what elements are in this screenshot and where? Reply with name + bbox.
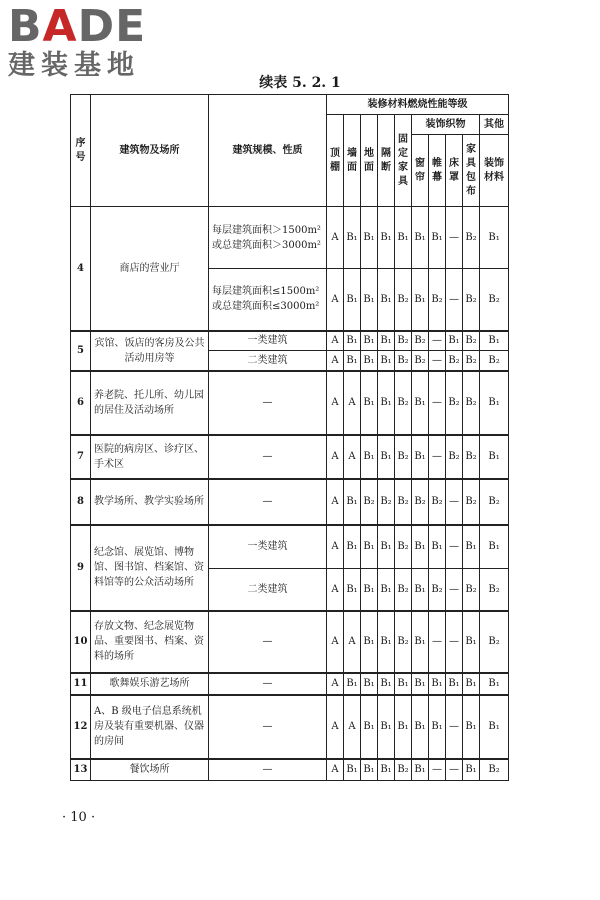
grade-cell: A <box>327 525 344 569</box>
grade-cell: — <box>446 611 463 673</box>
grade-cell: A <box>327 207 344 269</box>
grade-cell: B₂ <box>463 331 480 351</box>
grade-cell: B₂ <box>446 351 463 371</box>
grade-cell: B₁ <box>361 371 378 435</box>
grade-cell: B₂ <box>480 759 509 781</box>
grade-cell: B₁ <box>429 207 446 269</box>
grade-cell: B₁ <box>361 207 378 269</box>
grade-cell: B₁ <box>344 525 361 569</box>
header-ceiling: 顶棚 <box>327 115 344 207</box>
grade-cell: B₂ <box>463 207 480 269</box>
grade-cell: — <box>429 435 446 479</box>
row-scale: — <box>209 479 327 525</box>
grade-cell: B₁ <box>344 569 361 611</box>
page-number: · 10 · <box>62 810 96 825</box>
grade-cell: B₁ <box>463 611 480 673</box>
row-seq: 13 <box>71 759 91 781</box>
row-scale: — <box>209 611 327 673</box>
table-row <box>71 435 509 479</box>
header-row-1 <box>71 95 509 115</box>
row-seq: 4 <box>71 207 91 331</box>
grade-cell: — <box>429 351 446 371</box>
grade-cell: B₁ <box>378 269 395 331</box>
grade-cell: B₂ <box>480 611 509 673</box>
grade-cell: B₁ <box>344 479 361 525</box>
grade-cell: B₁ <box>480 371 509 435</box>
grade-cell: B₁ <box>412 759 429 781</box>
grade-cell: — <box>446 207 463 269</box>
table-caption: 续表 5. 2. 1 <box>259 75 341 91</box>
grade-cell: B₁ <box>378 371 395 435</box>
grade-cell: B₂ <box>463 479 480 525</box>
grade-cell: B₁ <box>378 611 395 673</box>
grade-cell: A <box>327 759 344 781</box>
grade-cell: B₁ <box>412 673 429 695</box>
header-furniture-cover: 家具包布 <box>463 135 480 207</box>
row-scale: 每层建筑面积＞1500m² 或总建筑面积＞3000m² <box>209 207 327 269</box>
grade-cell: B₁ <box>463 695 480 759</box>
grade-cell: B₁ <box>378 569 395 611</box>
grade-cell: B₂ <box>395 611 412 673</box>
grade-cell: B₁ <box>412 269 429 331</box>
row-place: 存放文物、纪念展览物品、重要图书、档案、资料的场所 <box>91 611 209 673</box>
grade-cell: B₁ <box>446 673 463 695</box>
grade-cell: B₁ <box>344 351 361 371</box>
grade-cell: A <box>344 695 361 759</box>
grade-cell: B₁ <box>361 759 378 781</box>
grade-cell: B₁ <box>480 207 509 269</box>
grade-cell: B₁ <box>344 331 361 351</box>
grade-cell: B₁ <box>412 371 429 435</box>
grade-cell: B₂ <box>480 569 509 611</box>
grade-cell: B₁ <box>412 569 429 611</box>
grade-cell: B₂ <box>446 371 463 435</box>
grade-cell: B₁ <box>378 435 395 479</box>
grade-cell: B₁ <box>378 351 395 371</box>
logo-wordmark: BADE <box>8 1 147 52</box>
grade-cell: B₁ <box>412 207 429 269</box>
grade-cell: B₂ <box>463 269 480 331</box>
grade-cell: — <box>446 269 463 331</box>
row-place: 歌舞娱乐游艺场所 <box>91 673 209 695</box>
grade-cell: A <box>344 435 361 479</box>
grade-cell: B₁ <box>361 569 378 611</box>
row-scale: 每层建筑面积≤1500m² 或总建筑面积≤3000m² <box>209 269 327 331</box>
row-place: 医院的病房区、诊疗区、手术区 <box>91 435 209 479</box>
table-row <box>71 759 509 781</box>
header-wall: 墙面 <box>344 115 361 207</box>
table-row <box>71 371 509 435</box>
header-partition: 隔断 <box>378 115 395 207</box>
grade-cell: A <box>327 351 344 371</box>
grade-cell: B₂ <box>463 435 480 479</box>
grade-cell: B₂ <box>395 759 412 781</box>
table-row <box>71 479 509 525</box>
grade-cell: — <box>429 611 446 673</box>
grade-cell: B₁ <box>378 331 395 351</box>
grade-cell: B₁ <box>463 673 480 695</box>
grade-cell: B₂ <box>429 479 446 525</box>
grade-cell: A <box>327 695 344 759</box>
header-textiles: 装饰织物 <box>412 115 480 135</box>
grade-cell: A <box>327 435 344 479</box>
grade-cell: B₁ <box>429 673 446 695</box>
row-seq: 11 <box>71 673 91 695</box>
grade-cell: — <box>446 479 463 525</box>
grade-cell: B₁ <box>378 525 395 569</box>
row-seq: 9 <box>71 525 91 611</box>
grade-cell: B₂ <box>378 479 395 525</box>
table-row <box>71 207 509 269</box>
grade-cell: B₂ <box>395 479 412 525</box>
grade-cell: B₁ <box>395 207 412 269</box>
grade-cell: B₁ <box>378 695 395 759</box>
grade-cell: B₂ <box>395 351 412 371</box>
row-place: 纪念馆、展览馆、博物馆、图书馆、档案馆、资料馆等的公众活动场所 <box>91 525 209 611</box>
grade-cell: B₁ <box>480 673 509 695</box>
grade-cell: B₁ <box>361 269 378 331</box>
grade-cell: — <box>429 759 446 781</box>
grade-cell: B₁ <box>361 525 378 569</box>
grade-cell: B₁ <box>395 673 412 695</box>
grade-cell: B₁ <box>480 435 509 479</box>
grade-cell: B₂ <box>429 569 446 611</box>
grade-cell: B₁ <box>480 695 509 759</box>
header-place: 建筑物及场所 <box>91 95 209 207</box>
row-scale: — <box>209 371 327 435</box>
grade-cell: B₂ <box>463 371 480 435</box>
grade-cell: B₁ <box>361 331 378 351</box>
grade-cell: B₁ <box>344 207 361 269</box>
grade-cell: B₂ <box>480 351 509 371</box>
grade-cell: — <box>446 569 463 611</box>
grade-cell: B₂ <box>463 351 480 371</box>
grade-cell: B₂ <box>361 479 378 525</box>
grade-cell: B₁ <box>446 331 463 351</box>
grade-cell: B₁ <box>361 435 378 479</box>
row-scale: 一类建筑 <box>209 331 327 351</box>
row-seq: 5 <box>71 331 91 371</box>
row-scale: 二类建筑 <box>209 569 327 611</box>
header-curtain: 窗帘 <box>412 135 429 207</box>
header-fixed-furniture: 固定家具 <box>395 115 412 207</box>
grade-cell: B₂ <box>395 371 412 435</box>
row-scale: 二类建筑 <box>209 351 327 371</box>
row-scale: — <box>209 435 327 479</box>
row-place: 餐饮场所 <box>91 759 209 781</box>
header-seq: 序号 <box>71 95 91 207</box>
grade-cell: B₂ <box>480 269 509 331</box>
grade-cell: B₂ <box>395 331 412 351</box>
grade-cell: B₁ <box>395 695 412 759</box>
grade-cell: — <box>446 525 463 569</box>
grade-cell: B₂ <box>463 569 480 611</box>
grade-cell: — <box>429 371 446 435</box>
grade-cell: — <box>446 759 463 781</box>
grade-cell: B₁ <box>378 759 395 781</box>
row-place: 教学场所、教学实验场所 <box>91 479 209 525</box>
grade-cell: B₂ <box>395 435 412 479</box>
grade-cell: B₁ <box>361 673 378 695</box>
row-seq: 8 <box>71 479 91 525</box>
logo-subtitle: 建装基地 <box>8 50 140 81</box>
header-drape: 帷幕 <box>429 135 446 207</box>
grade-cell: A <box>327 673 344 695</box>
grade-cell: B₂ <box>395 569 412 611</box>
grade-cell: B₂ <box>395 269 412 331</box>
grade-cell: A <box>327 269 344 331</box>
grade-cell: B₂ <box>395 525 412 569</box>
grade-cell: B₁ <box>480 525 509 569</box>
row-seq: 10 <box>71 611 91 673</box>
grade-cell: A <box>344 371 361 435</box>
grade-cell: A <box>327 569 344 611</box>
row-place: 商店的营业厅 <box>91 207 209 331</box>
grade-cell: B₂ <box>412 479 429 525</box>
grade-cell: B₁ <box>412 525 429 569</box>
header-floor: 地面 <box>361 115 378 207</box>
grade-cell: B₂ <box>446 435 463 479</box>
grade-cell: B₁ <box>412 435 429 479</box>
grade-cell: B₁ <box>412 695 429 759</box>
grade-cell: B₁ <box>361 611 378 673</box>
grade-cell: A <box>327 331 344 351</box>
grade-cell: A <box>327 371 344 435</box>
grade-cell: B₁ <box>463 525 480 569</box>
row-scale: 一类建筑 <box>209 525 327 569</box>
row-place: 宾馆、饭店的客房及公共活动用房等 <box>91 331 209 371</box>
grade-cell: B₁ <box>361 695 378 759</box>
header-grade: 装修材料燃烧性能等级 <box>327 95 509 115</box>
row-place: 养老院、托儿所、幼儿园的居住及活动场所 <box>91 371 209 435</box>
grade-cell: B₁ <box>378 207 395 269</box>
table-row <box>71 673 509 695</box>
table-row <box>71 331 509 351</box>
grade-cell: B₂ <box>429 269 446 331</box>
row-scale: — <box>209 695 327 759</box>
grade-cell: A <box>344 611 361 673</box>
grade-cell: B₁ <box>378 673 395 695</box>
row-scale: — <box>209 673 327 695</box>
grade-cell: B₁ <box>463 759 480 781</box>
bade-logo <box>8 1 188 82</box>
row-scale: — <box>209 759 327 781</box>
grade-cell: B₁ <box>344 673 361 695</box>
grade-cell: B₁ <box>361 351 378 371</box>
row-seq: 6 <box>71 371 91 435</box>
grade-cell: B₂ <box>412 351 429 371</box>
fire-rating-table <box>70 94 509 781</box>
row-seq: 7 <box>71 435 91 479</box>
grade-cell: — <box>429 331 446 351</box>
grade-cell: A <box>327 611 344 673</box>
grade-cell: B₁ <box>429 695 446 759</box>
row-seq: 12 <box>71 695 91 759</box>
grade-cell: B₁ <box>480 331 509 351</box>
grade-cell: A <box>327 479 344 525</box>
header-bedcover: 床罩 <box>446 135 463 207</box>
grade-cell: B₁ <box>344 759 361 781</box>
grade-cell: B₂ <box>480 479 509 525</box>
header-scale: 建筑规模、性质 <box>209 95 327 207</box>
grade-cell: — <box>446 695 463 759</box>
grade-cell: B₁ <box>344 269 361 331</box>
table-row <box>71 525 509 569</box>
grade-cell: B₁ <box>412 611 429 673</box>
table-row <box>71 611 509 673</box>
header-other: 装饰材料 <box>480 135 509 207</box>
table-row <box>71 695 509 759</box>
grade-cell: B₁ <box>429 525 446 569</box>
header-other-top: 其他 <box>480 115 509 135</box>
grade-cell: B₂ <box>412 331 429 351</box>
row-place: A、B 级电子信息系统机房及装有重要机器、仪器的房间 <box>91 695 209 759</box>
